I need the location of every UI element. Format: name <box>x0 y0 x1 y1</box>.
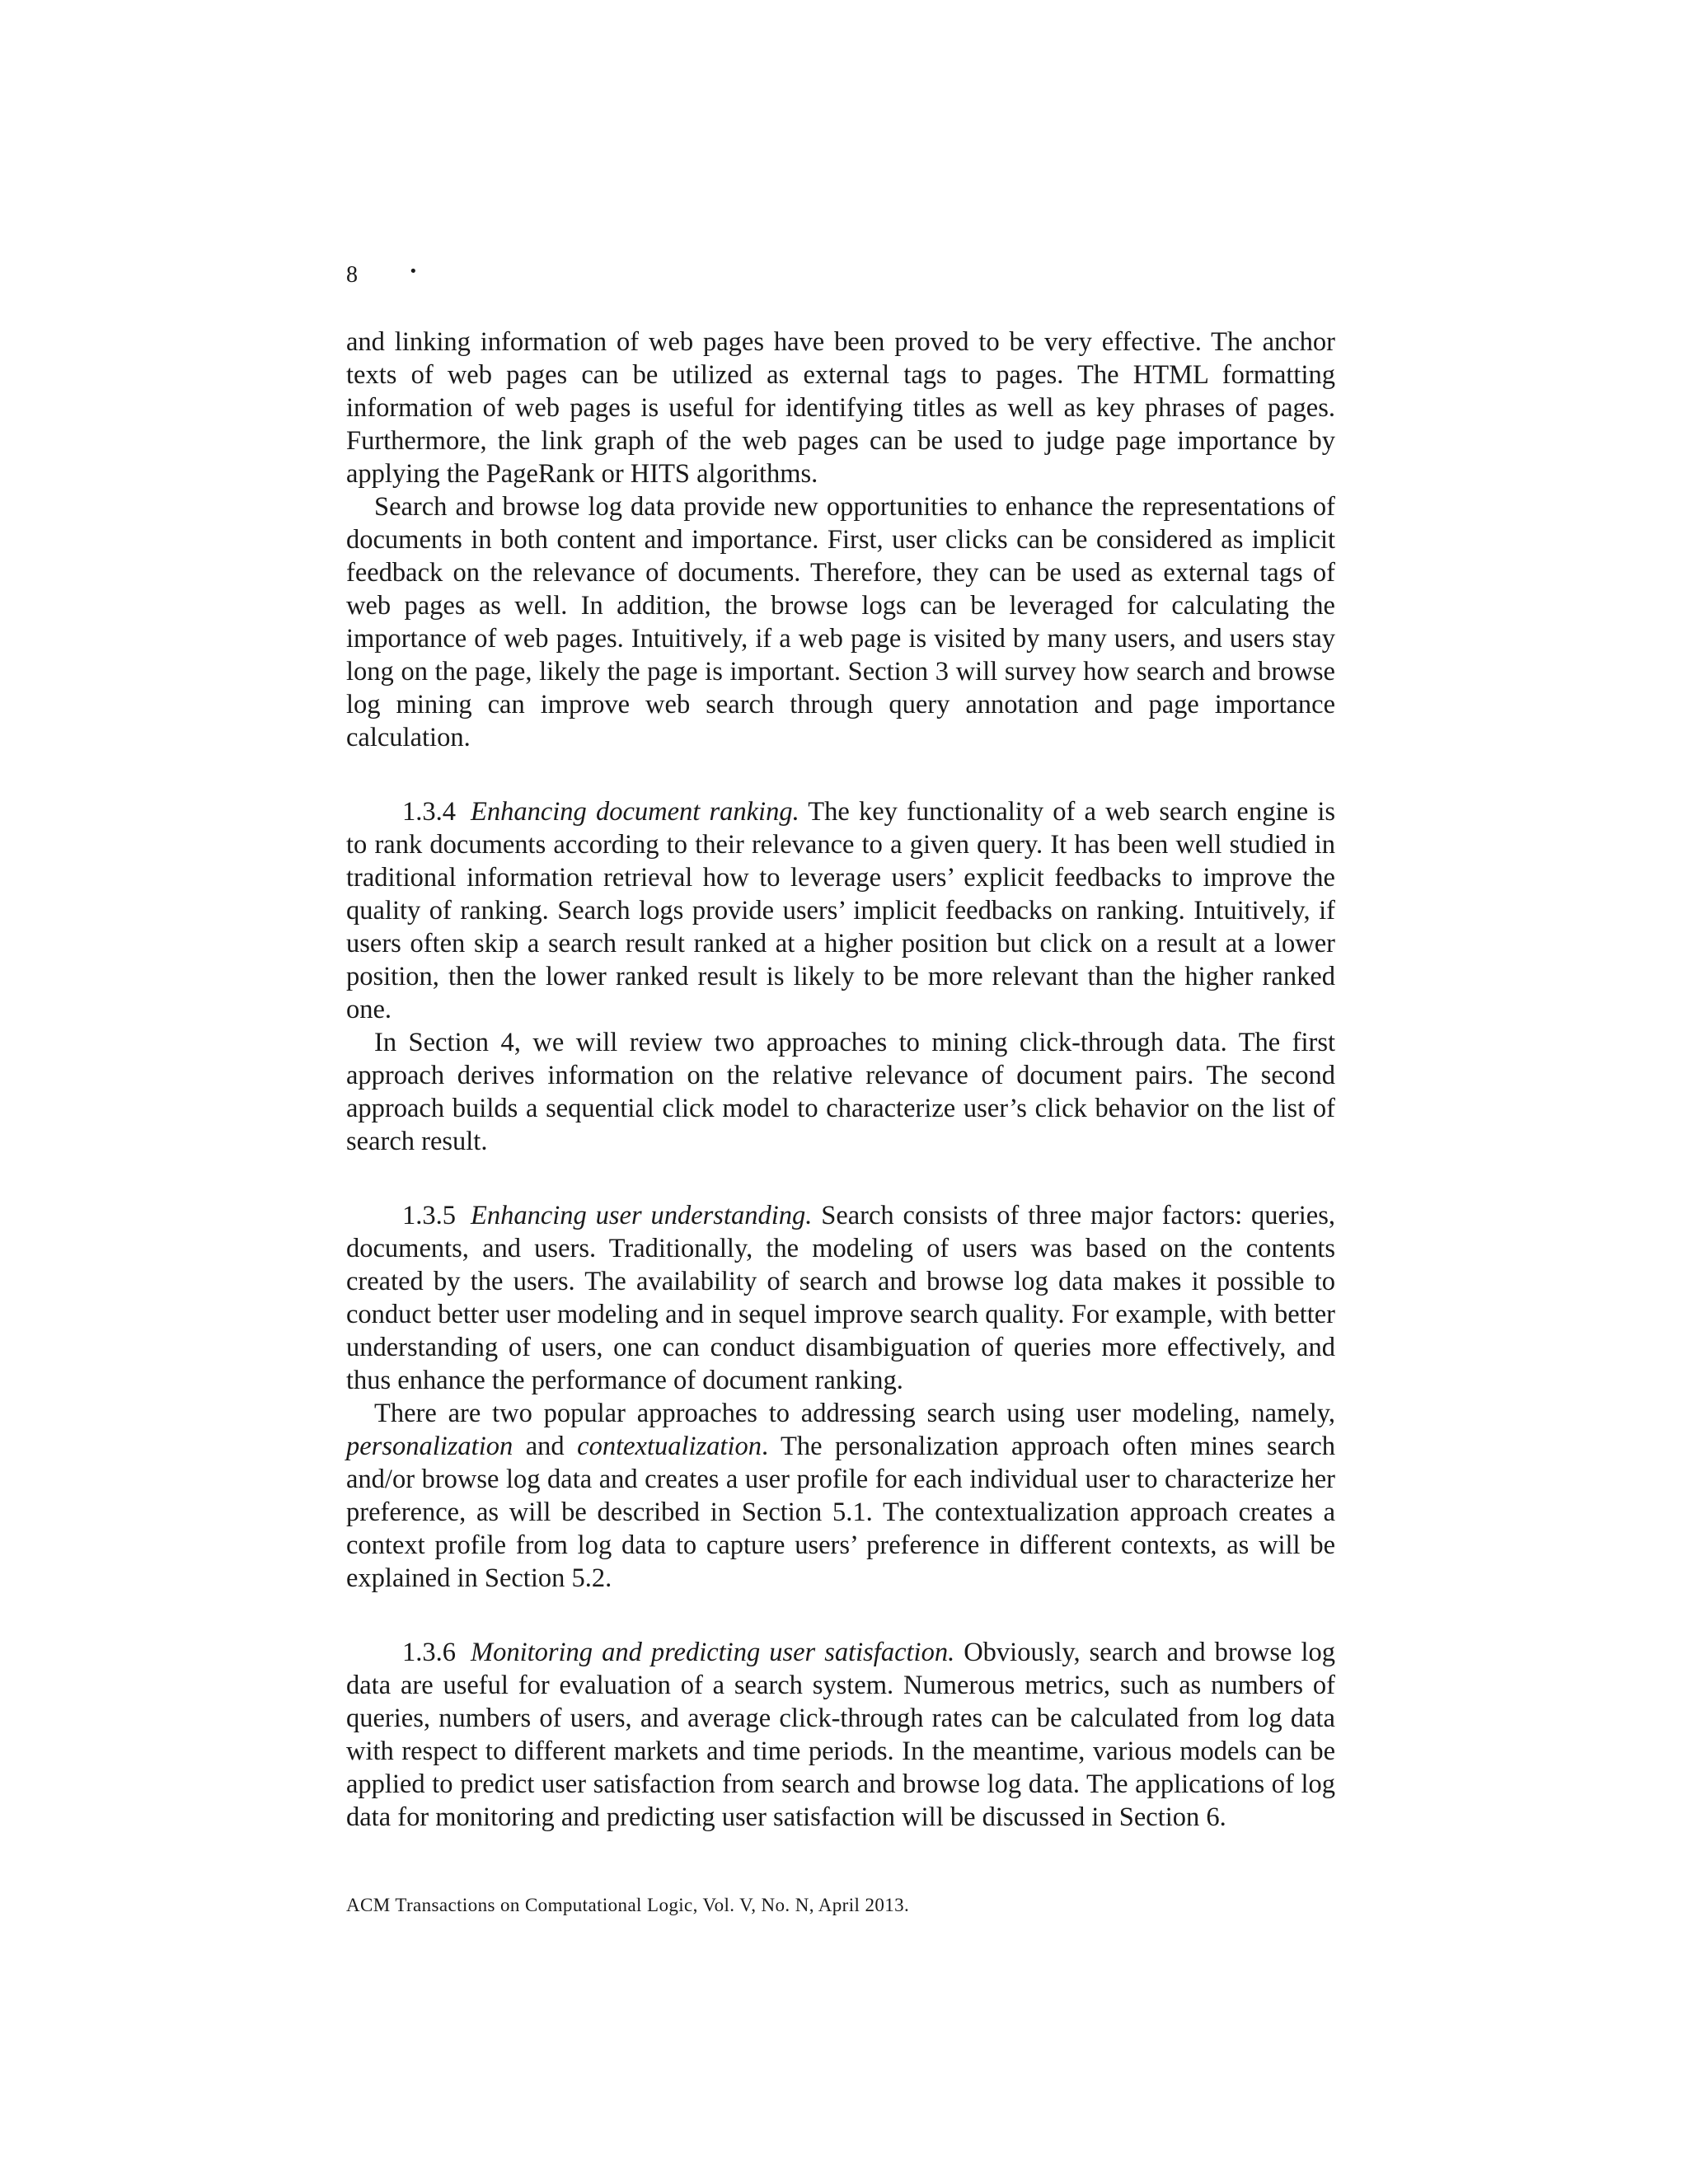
paragraph-continued: and linking information of web pages have been proved to be very effective. The anchor texts of web pages can be utilized as external tags to pages. The HTML formatting information of web pages is useful for identifying titles as well as key phrases of pages. Furthermore, the link graph of the web pages can be used to judge page importance by applying the PageRank or HITS algorithms. <box>346 327 1335 489</box>
paragraph-click-through: In Section 4, we will review two approaches to mining click-through data. The first approach derives information on the relative relevance of document pairs. The second approach builds a sequential click model to characterize user’s click behavior on the list of search result. <box>346 1028 1335 1156</box>
page-number: 8 <box>346 262 358 288</box>
header-separator: · <box>409 255 418 285</box>
section-number: 1.3.4 <box>402 797 456 827</box>
section-text: The key functionality of a web search engine is to rank documents according to their relevance to a given query. It has been well studied in traditional information retrieval how to leverage users’ explicit feedbacks to improve the quality of ranking. Search logs provide users’ implicit feedbacks on ranking. Intuitively, if users often skip a search result ranked at a higher position but click on a result at a lower position, then the lower ranked result is likely to be more relevant than the higher ranked one. <box>346 797 1335 1024</box>
subsection-1-3-4 <box>346 795 1335 1026</box>
section-title: Monitoring and predicting user satisfaction. <box>471 1638 955 1667</box>
section-number: 1.3.5 <box>402 1201 456 1230</box>
section-title: Enhancing document ranking. <box>471 797 799 827</box>
term-personalization: personalization <box>346 1432 513 1461</box>
paragraph-log-data-representations: Search and browse log data provide new opportunities to enhance the representations of documents in both content and importance. First, user clicks can be considered as implicit feedback on the relevance of documents. Therefore, they can be used as external tags of web pages as well. In addition, the browse logs can be leveraged for calculating the importance of web pages. Intuitively, if a web page is visited by many users, and users stay long on the page, likely the page is important. Section 3 will survey how search and browse log mining can improve web search through query annotation and page importance calculation. <box>346 492 1335 752</box>
section-number: 1.3.6 <box>402 1638 456 1667</box>
body-text <box>346 326 1335 1834</box>
section-text: Obviously, search and browse log data are useful for evaluation of a search system. Numerous metrics, such as numbers of queries, numbers of users, and average click-through rates can be calculated from log data with respect to different markets and time periods. In the meantime, various models can be applied to predict user satisfaction from search and browse log data. The applications of log data for monitoring and predicting user satisfaction will be discussed in Section 6. <box>346 1638 1336 1832</box>
section-text: Search consists of three major factors: queries, documents, and users. Traditionally, the modeling of users was based on the contents created by the users. The availability of search and browse log data makes it possible to conduct better user modeling and in sequel improve search quality. For example, with better understanding of users, one can conduct disambiguation of queries more effectively, and thus enhance the performance of document ranking. <box>346 1201 1335 1395</box>
section-title: Enhancing user understanding. <box>471 1201 813 1230</box>
term-contextualization: contextualization <box>577 1432 762 1461</box>
journal-footer: ACM Transactions on Computational Logic, Vol. V, No. N, April 2013. <box>346 1895 910 1915</box>
subsection-1-3-6 <box>346 1636 1335 1834</box>
paragraph-user-modeling: There are two popular approaches to addressing search using user modeling, namely, personalization and contextualization. The personalization approach often mines search and/or browse log data and creates a user profile for each individual user to characterize her preference, as will be described in Section 5.1. The contextualization approach creates a context profile from log data to capture users’ preference in different contexts, as will be explained in Section 5.2. <box>346 1399 1335 1593</box>
running-header <box>346 255 1335 292</box>
subsection-1-3-5 <box>346 1199 1335 1397</box>
